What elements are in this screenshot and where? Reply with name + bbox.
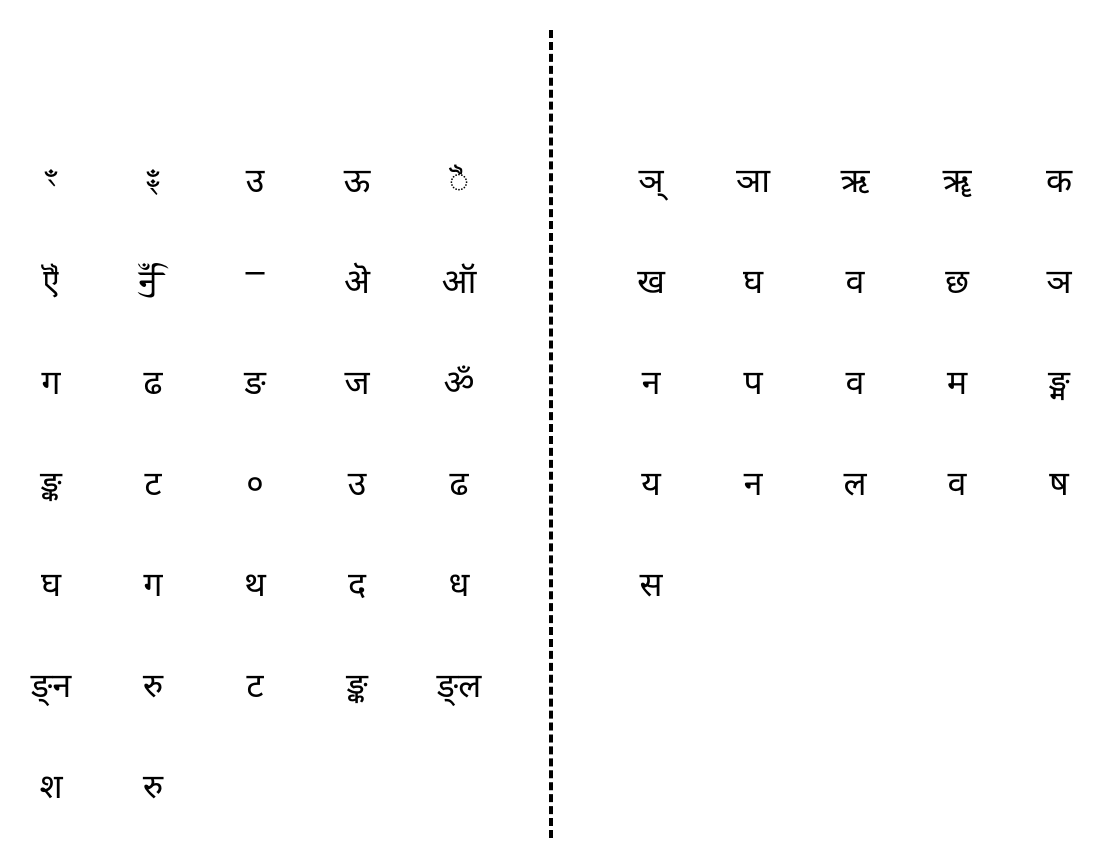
character-glyph: ॐ <box>443 362 475 403</box>
character-glyph: ङ्क <box>40 463 62 504</box>
character-glyph: ꣿ <box>448 160 470 201</box>
character-glyph: व <box>845 362 865 403</box>
character-glyph: द <box>347 564 367 605</box>
character-glyph: ० <box>246 463 264 504</box>
character-glyph: ऋ <box>840 160 870 201</box>
right-character-grid <box>600 130 1104 635</box>
character-glyph: ऄ <box>344 261 370 302</box>
character-glyph: ढ <box>143 362 163 403</box>
character-glyph: ङ्न <box>30 665 72 706</box>
character-glyph: ॠ <box>942 160 972 201</box>
character-glyph: ङ्ल <box>436 665 482 706</box>
character-glyph: घ <box>40 564 62 605</box>
character-glyph: थ <box>244 564 266 605</box>
character-glyph: ꣳ <box>44 160 58 201</box>
character-glyph: ल <box>843 463 867 504</box>
right-character-panel <box>600 130 1104 635</box>
character-glyph: ञ <box>1046 261 1072 302</box>
character-glyph: ꣾ <box>43 261 59 302</box>
character-glyph: ज <box>344 362 370 403</box>
character-glyph: ढ <box>449 463 469 504</box>
character-glyph: ꣽ <box>137 261 169 302</box>
character-glyph: न <box>641 362 661 403</box>
character-glyph: ꣻ <box>243 261 267 302</box>
character-glyph: ख <box>637 261 665 302</box>
character-glyph: ꣴ <box>146 160 160 201</box>
character-glyph: श <box>39 766 63 807</box>
character-glyph: ग <box>41 362 61 403</box>
left-character-grid <box>0 130 540 837</box>
character-glyph: स <box>639 564 663 605</box>
character-glyph: न <box>743 463 763 504</box>
character-glyph: ट <box>246 665 264 706</box>
character-glyph: ष <box>1049 463 1069 504</box>
character-glyph: म <box>946 362 968 403</box>
character-glyph: ऑ <box>441 261 477 302</box>
character-glyph: ऊ <box>343 160 371 201</box>
character-glyph: ञ् <box>638 160 664 201</box>
character-glyph: घ <box>742 261 764 302</box>
character-glyph: ङ <box>244 362 266 403</box>
character-glyph: रु <box>142 766 164 807</box>
character-glyph: प <box>743 362 763 403</box>
left-character-panel <box>0 130 540 837</box>
character-glyph: क <box>1045 160 1073 201</box>
character-glyph: ङ्म <box>1048 362 1070 403</box>
character-glyph: व <box>947 463 967 504</box>
character-glyph: य <box>641 463 661 504</box>
character-glyph: व <box>845 261 865 302</box>
character-glyph: छ <box>945 261 969 302</box>
character-glyph: ग <box>143 564 163 605</box>
character-glyph: उ <box>347 463 367 504</box>
character-glyph: ङ्क <box>346 665 368 706</box>
character-glyph: ट <box>144 463 162 504</box>
character-glyph: ध <box>448 564 470 605</box>
character-glyph: ञा <box>735 160 771 201</box>
character-glyph: उ <box>245 160 265 201</box>
character-glyph: रु <box>142 665 164 706</box>
dashed-divider <box>549 30 553 838</box>
